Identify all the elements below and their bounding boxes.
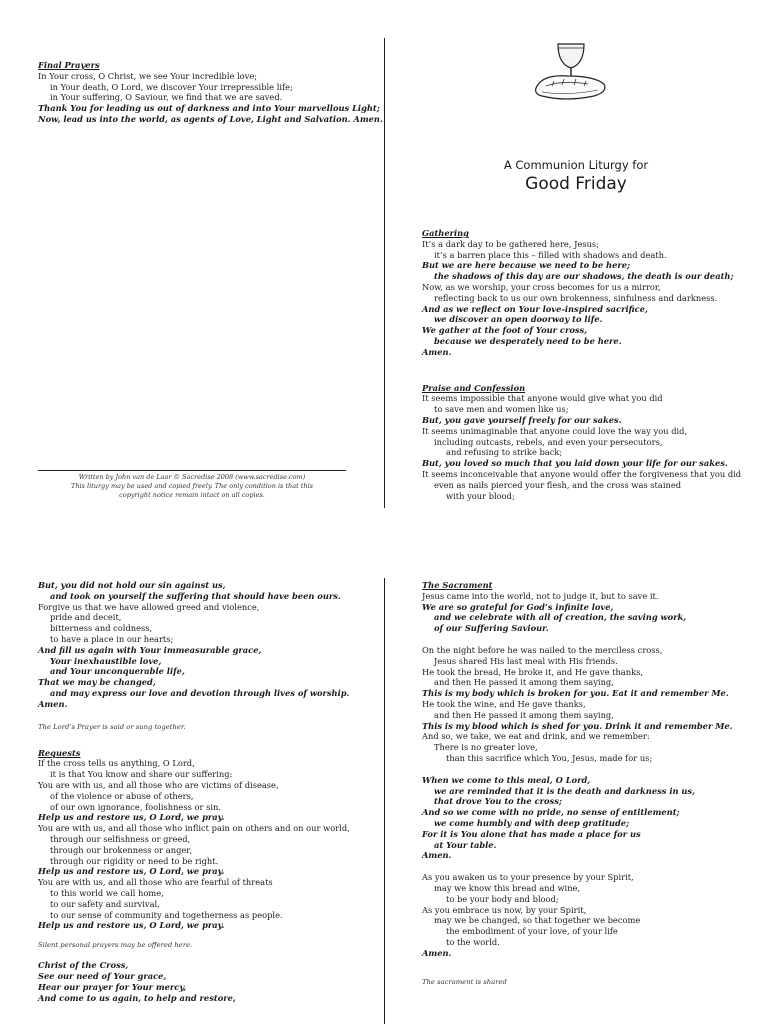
liturgy-title: Good Friday [525, 174, 627, 194]
liturgy-line: In Your cross, O Christ, we see Your incredible love; [38, 70, 258, 81]
liturgy-line: Help us and restore us, O Lord, we pray. [38, 920, 225, 931]
liturgy-line: But we are here because we need to be here; [422, 260, 631, 271]
liturgy-line: You are with us, and all those who are fearful of threats [38, 877, 273, 888]
liturgy-line: And fill us again with Your immeasurable grace, [38, 644, 262, 655]
page1-center-divider [384, 38, 385, 508]
confession-text [38, 580, 378, 710]
liturgy-line: to our safety and survival, [50, 898, 160, 909]
liturgy-line: in Your suffering, O Saviour, we find that we are saved. [50, 92, 283, 103]
liturgy-line: the embodiment of your love, of your life [446, 926, 618, 937]
liturgy-line: And so, we take, we eat and drink, and we remember: [422, 731, 650, 742]
liturgy-line: It seems unimaginable that anyone could love the way you did, [422, 425, 688, 436]
liturgy-line: it is that You know and share our suffering: [50, 769, 233, 780]
liturgy-line: Now, lead us into the world, as agents of Love, Light and Salvation. Amen. [38, 113, 383, 124]
page2-center-divider [384, 578, 385, 1024]
liturgy-line: You are with us, and all those who are victims of disease, [38, 779, 279, 790]
liturgy-line: Christ of the Cross, [38, 960, 129, 971]
liturgy-line: It seems inconceivable that anyone would offer the forgiveness that you did [422, 468, 742, 479]
liturgy-line: Jesus shared His last meal with His friends. [434, 655, 618, 666]
liturgy-line: to the world. [446, 936, 500, 947]
liturgy-line: it’s a barren place this – filled with shadows and death. [434, 249, 667, 260]
liturgy-line: through our rigidity or need to be right. [50, 855, 219, 866]
page1-right-panel [422, 228, 762, 501]
liturgy-line: When we come to this meal, O Lord, [422, 774, 591, 785]
liturgy-line: pride and deceit, [50, 612, 122, 623]
lords-prayer-note: The Lord’s Prayer is said or sung together. [38, 722, 186, 731]
liturgy-line: If the cross tells us anything, O Lord, [38, 758, 195, 769]
liturgy-line: Help us and restore us, O Lord, we pray. [38, 866, 225, 877]
liturgy-line: to our sense of community and togetherness as people. [50, 909, 283, 920]
gathering-text [422, 239, 762, 358]
page1-left-panel [38, 60, 383, 125]
liturgy-line: Forgive us that we have allowed greed and violence, [38, 601, 260, 612]
liturgy-line: may we know this bread and wine, [434, 882, 581, 893]
liturgy-line: Amen. [422, 850, 452, 861]
liturgy-line: It’s a dark day to be gathered here, Jesus; [422, 238, 599, 249]
liturgy-line: including outcasts, rebels, and even your persecutors, [434, 436, 663, 447]
liturgy-line: we are reminded that it is the death and darkness in us, [434, 785, 695, 796]
credit-line: copyright notice remain intact on all copies. [119, 491, 265, 499]
liturgy-line: Now, as we worship, your cross becomes for us a mirror, [422, 281, 661, 292]
liturgy-line: than this sacrifice which You, Jesus, made for us; [446, 752, 653, 763]
epiclesis-text [422, 872, 762, 958]
liturgy-line: See our need of Your grace, [38, 970, 167, 981]
section-heading-gathering: Gathering [422, 228, 469, 238]
silent-prayer-note: Silent personal prayers may be offered here. [38, 941, 193, 950]
liturgy-line: But, you loved so much that you laid down your life for our sakes. [422, 458, 728, 469]
liturgy-line: and refusing to strike back; [446, 447, 563, 458]
page2-left-panel [38, 580, 378, 1003]
liturgy-line: You are with us, and all those who inflict pain on others and on our world, [38, 823, 350, 834]
section-heading-requests: Requests [38, 747, 81, 758]
section-heading-final-prayers: Final Prayers [38, 60, 100, 70]
liturgy-line: There is no greater love, [434, 742, 538, 753]
liturgy-line: This is my blood which is shed for you. Drink it and remember Me. [422, 720, 733, 731]
liturgy-line: to be your body and blood; [446, 893, 559, 904]
liturgy-line: because we desperately need to be here. [434, 335, 622, 346]
liturgy-line: Hear our prayer for Your mercy, [38, 981, 187, 992]
closing-prayer-text [38, 960, 378, 1003]
liturgy-line: On the night before he was nailed to the merciless cross, [422, 644, 663, 655]
liturgy-line: And so we come with no pride, no sense of entitlement; [422, 807, 680, 818]
liturgy-line: He took the bread, He broke it, and He gave thanks, [422, 666, 644, 677]
liturgy-line: As you embrace us now, by your Spirit, [422, 904, 587, 915]
liturgy-line: reflecting back to us our own brokenness, sinfulness and darkness. [434, 292, 718, 303]
liturgy-line: and took on yourself the suffering that should have been ours. [50, 590, 341, 601]
requests-text [38, 758, 378, 931]
liturgy-line: with your blood; [446, 490, 515, 501]
liturgy-line: That we may be changed, [38, 677, 156, 688]
liturgy-line: Thank You for leading us out of darkness and into Your marvellous Light; [38, 103, 380, 114]
liturgy-line: And come to us again, to help and restore, [38, 992, 236, 1003]
sacrament-shared-note: The sacrament is shared [422, 977, 507, 986]
liturgy-line: Your inexhaustible love, [50, 655, 162, 666]
credit-line: Written by John van de Laar © Sacredise 2008 (www.sacredise.com) [78, 473, 306, 481]
liturgy-line: to have a place in our hearts; [50, 633, 174, 644]
liturgy-line: that drove You to the cross; [434, 796, 562, 807]
liturgy-line: of our Suffering Saviour. [434, 623, 549, 634]
liturgy-line: But, you gave yourself freely for our sakes. [422, 414, 622, 425]
liturgy-line: and Your unconquerable life, [50, 666, 185, 677]
liturgy-line: at Your table. [434, 839, 497, 850]
praise-text [422, 393, 762, 501]
institution-text [422, 645, 762, 764]
liturgy-subtitle: A Communion Liturgy for [503, 158, 649, 172]
section-heading-praise-confession: Praise and Confession [422, 382, 526, 393]
liturgy-line: Amen. [38, 698, 68, 709]
liturgy-line: through our brokenness or anger, [50, 844, 192, 855]
section-heading-sacrament: The Sacrament [422, 580, 493, 590]
liturgy-line: Amen. [422, 947, 452, 958]
chalice-and-bread-icon [532, 40, 612, 106]
sacrament-intro-text [422, 591, 762, 634]
liturgy-line: the shadows of this day are our shadows, the death is our death; [434, 271, 734, 282]
credit-line: This liturgy may be used and copied freely. The only condition is that this [70, 482, 314, 490]
liturgy-line: even as nails pierced your flesh, and the cross was stained [434, 479, 682, 490]
final-prayers-text [38, 70, 383, 125]
liturgy-line: Amen. [422, 346, 452, 357]
liturgy-line: to this world we call home, [50, 887, 164, 898]
liturgy-line: we come humbly and with deep gratitude; [434, 817, 630, 828]
liturgy-line: For it is You alone that has made a place for us [422, 828, 641, 839]
liturgy-line: Help us and restore us, O Lord, we pray. [38, 812, 225, 823]
liturgy-line: bitterness and coldness, [50, 623, 153, 634]
liturgy-line: Jesus came into the world, not to judge it, but to save it. [422, 590, 659, 601]
copyright-credits [38, 470, 346, 500]
liturgy-line: He took the wine, and He gave thanks, [422, 698, 586, 709]
liturgy-line: in Your death, O Lord, we discover Your irrepressible life; [50, 81, 293, 92]
liturgy-line: of the violence or abuse of others, [50, 790, 194, 801]
liturgy-line: But, you did not hold our sin against us, [38, 580, 226, 590]
liturgy-line: may we be changed, so that together we become [434, 915, 641, 926]
liturgy-line: We gather at the foot of Your cross, [422, 325, 588, 336]
liturgy-line: We are so grateful for God’s infinite love, [422, 601, 614, 612]
liturgy-line: and then He passed it among them saying, [434, 709, 614, 720]
page2-right-panel [422, 580, 762, 987]
liturgy-line: and then He passed it among them saying, [434, 677, 614, 688]
liturgy-line: and may express our love and devotion through lives of worship. [50, 687, 350, 698]
liturgy-line: to save men and women like us; [434, 404, 569, 415]
liturgy-line: This is my body which is broken for you. Eat it and remember Me. [422, 688, 729, 699]
liturgy-line: and we celebrate with all of creation, the saving work, [434, 612, 687, 623]
liturgy-line: It seems impossible that anyone would give what you did [422, 393, 663, 404]
liturgy-line: As you awaken us to your presence by your Spirit, [422, 872, 634, 883]
liturgy-line: through our selfishness or greed, [50, 833, 191, 844]
liturgy-line: we discover an open doorway to life. [434, 314, 603, 325]
liturgy-line: of our own ignorance, foolishness or sin. [50, 801, 221, 812]
liturgy-line: And as we reflect on Your love-inspired sacrifice, [422, 303, 648, 314]
response-text [422, 775, 762, 861]
